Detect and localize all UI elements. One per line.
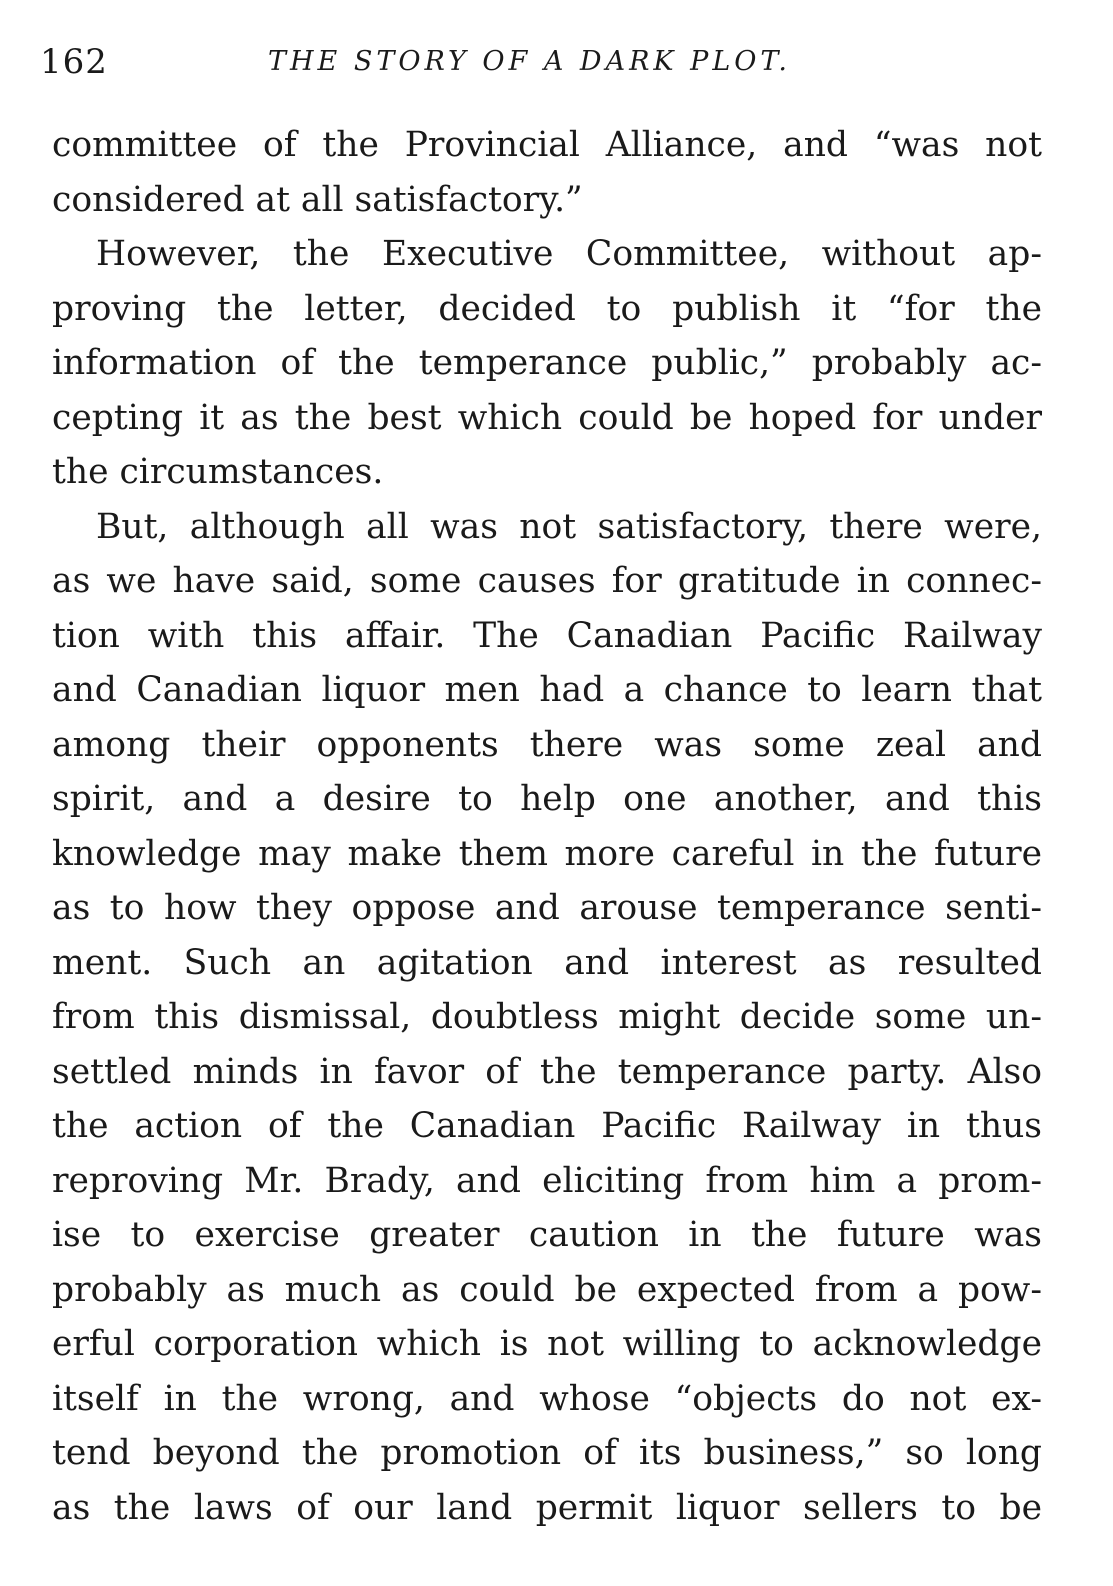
text-line: as to how they oppose and arouse temperance senti- [52, 888, 1042, 928]
text-line: probably as much as could be expected from a pow- [52, 1269, 1042, 1310]
text-line: the action of the Canadian Pacific Railway in thus [52, 1106, 1042, 1146]
body-text [52, 118, 1042, 1535]
text-line: as the laws of our land permit liquor sellers to be [52, 1487, 1042, 1528]
text-line: tion with this affair. The Canadian Pacific Railway [52, 615, 1042, 656]
text-line: from this dismissal, doubtless might decide some un- [52, 997, 1042, 1037]
running-head [40, 38, 1040, 86]
text-line: erful corporation which is not willing to acknowledge [52, 1324, 1042, 1364]
paragraph [52, 500, 1042, 1536]
text-line: cepting it as the best which could be hoped for under [52, 397, 1042, 438]
text-line: as we have said, some causes for gratitude in connec- [52, 561, 1042, 601]
paragraph [52, 118, 1042, 227]
text-line: knowledge may make them more careful in the future [52, 833, 1042, 874]
text-line: However, the Executive Committee, without ap- [96, 234, 1042, 274]
text-line: But, although all was not satisfactory, there were, [96, 506, 1042, 547]
paragraph [52, 227, 1042, 500]
text-line: information of the temperance public,” probably ac- [52, 343, 1042, 383]
text-line: ise to exercise greater caution in the future was [52, 1215, 1042, 1255]
text-line: among their opponents there was some zeal and [52, 724, 1042, 765]
text-line: spirit, and a desire to help one another, and this [52, 779, 1042, 819]
text-line: ment. Such an agitation and interest as resulted [52, 942, 1042, 983]
page-number: 162 [40, 42, 108, 82]
text-line: proving the letter, decided to publish it “for the [52, 288, 1042, 329]
text-line: reproving Mr. Brady, and eliciting from him a prom- [52, 1160, 1042, 1201]
text-line: tend beyond the promotion of its business,” so long [52, 1433, 1042, 1473]
text-line: considered at all satisfactory.” [52, 179, 583, 220]
text-line: itself in the wrong, and whose “objects do not ex- [52, 1378, 1042, 1419]
text-line: committee of the Provincial Alliance, and “was not [52, 125, 1042, 165]
text-line: settled minds in favor of the temperance party. Also [52, 1051, 1042, 1092]
running-title: THE STORY OF A DARK PLOT. [268, 46, 792, 77]
text-line: the circumstances. [52, 452, 384, 492]
text-line: and Canadian liquor men had a chance to learn that [52, 670, 1042, 710]
